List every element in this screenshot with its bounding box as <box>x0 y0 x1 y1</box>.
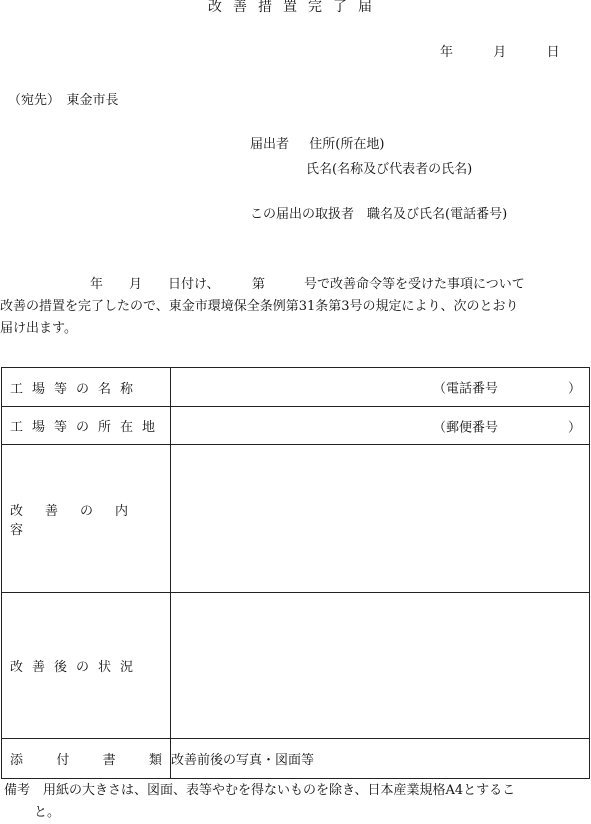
improvement-content-field[interactable] <box>171 445 590 593</box>
notifier-name-label: 氏名(名称及び代表者の氏名) <box>306 162 473 177</box>
table-row <box>2 368 590 407</box>
row-label: 工場等の所在地 <box>2 407 171 445</box>
body-line-3: 届け出ます。 <box>0 321 77 336</box>
date-month-label: 月 <box>493 45 507 60</box>
remarks-line-2: と。 <box>34 805 61 820</box>
facility-name-field[interactable] <box>171 368 590 407</box>
form-table <box>1 367 590 779</box>
table-row <box>2 445 590 593</box>
facility-address-field[interactable] <box>171 407 590 445</box>
document-title: 改善措置完了届 <box>208 0 383 15</box>
attachments-field[interactable]: 改善前後の写真・図面等 <box>171 739 590 779</box>
body-line-2: 改善の措置を完了したので、東金市環境保全条例第31条第3号の規定により、次のとおり <box>0 299 519 314</box>
notifier-label: 届出者 <box>250 137 290 152</box>
handler-line: この届出の取扱者 職名及び氏名(電話番号) <box>250 207 508 222</box>
row-label: 改善後の状況 <box>2 593 171 739</box>
body-paragraph <box>0 274 591 340</box>
table-row <box>2 739 590 779</box>
row-label: 添 付 書 類 <box>2 739 171 779</box>
date-day-label: 日 <box>546 45 560 60</box>
postal-note: （郵便番号 ） <box>433 420 581 435</box>
row-label: 工場等の名称 <box>2 368 171 407</box>
remarks-note <box>4 780 589 824</box>
table-row <box>2 407 590 445</box>
remarks-line-1: 備考 用紙の大きさは、図面、表等やむを得ないものを除き、日本産業規格A4とするこ <box>4 783 516 798</box>
date-line <box>440 46 560 59</box>
table-row <box>2 593 590 739</box>
notifier-address-label: 住所(所在地) <box>309 137 385 152</box>
row-label: 改善の内容 <box>2 445 171 593</box>
addressee: （宛先） 東金市長 <box>8 93 119 108</box>
body-line-1: 年 月 日付け、 第 号で改善命令等を受けた事項について <box>90 277 525 292</box>
notifier-block <box>250 138 384 151</box>
post-improvement-status-field[interactable] <box>171 593 590 739</box>
phone-note: （電話番号 ） <box>433 381 581 397</box>
date-year-label: 年 <box>440 45 454 60</box>
